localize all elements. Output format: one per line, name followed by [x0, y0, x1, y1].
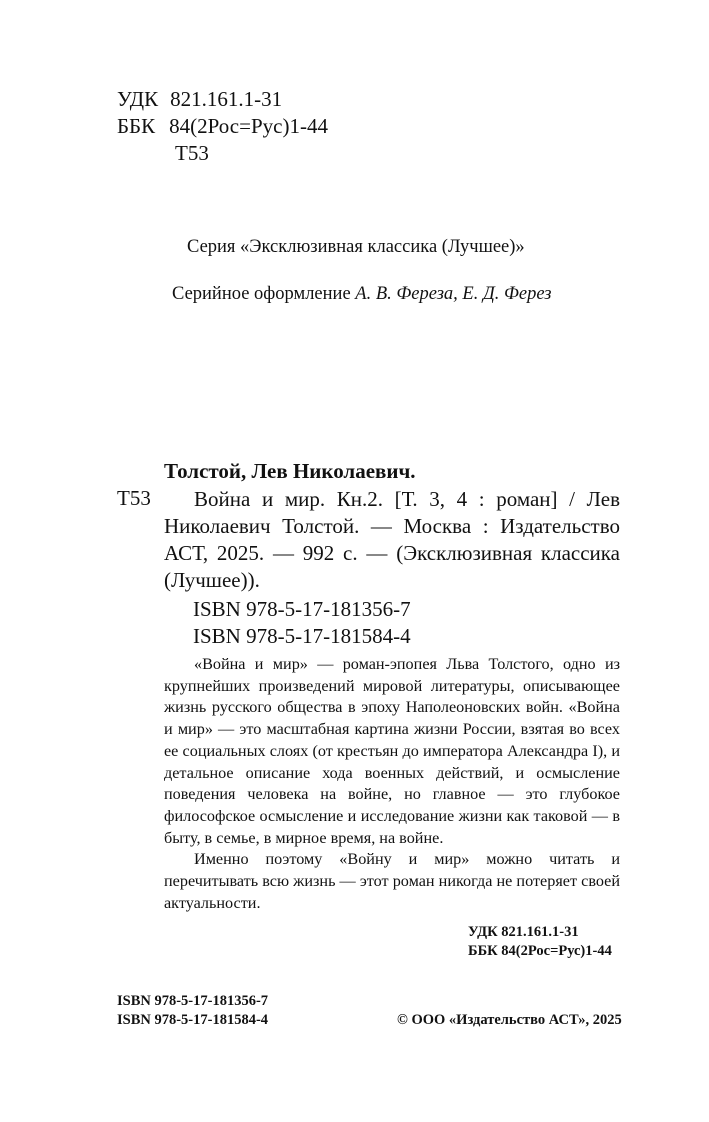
author-mark-top: Т53	[175, 141, 209, 165]
bbk-line	[117, 113, 328, 140]
author-heading: Толстой, Лев Николаевич.	[164, 459, 416, 483]
footer-isbn-2: ISBN 978-5-17-181584-4	[117, 1012, 269, 1028]
series-line: Серия «Эксклюзивная классика (Лучшее)»	[187, 237, 525, 257]
bbk-value: 84(2Рос=Рус)1-44	[169, 114, 328, 138]
bbk-label: ББК	[117, 114, 156, 138]
udk-line	[117, 86, 282, 113]
design-credit	[172, 284, 552, 305]
isbn-block	[193, 596, 411, 650]
annotation	[164, 654, 620, 914]
author-mark-bib: Т53	[117, 486, 151, 510]
annotation-paragraph-2: Именно поэтому «Войну и мир» можно читать и перечитывать всю жизнь — этот роман никогда не потеряет своей актуальности.	[164, 850, 620, 912]
annotation-paragraph-1: «Война и мир» — роман-эпопея Льва Толстого, одно из крупнейших произведений мировой литературы, описывающее жизнь русского общества в эпоху Наполеоновских войн. «Война и мир» — это масштабная картина жизни России, взятая во всех ее социальных слоях (от крестьян до императора Александра I), и детальное описание хода военных действий, и осмысление поведения человека на войне, но главное — это глубокое философское осмысление и исследование жизни как таковой — в быту, в семье, в мирное время, на войне.	[164, 655, 620, 847]
bibliographic-description: Война и мир. Кн.2. [Т. 3, 4 : роман] / Лев Николаевич Толстой. — Москва : Издательство АСТ, 2025. — 992 с. — (Эксклюзивная классика (Лучшее)).	[164, 487, 620, 592]
design-label: Серийное оформление	[172, 284, 351, 304]
isbn-2: ISBN 978-5-17-181584-4	[193, 624, 411, 648]
footer-bbk: ББК 84(2Рос=Рус)1-44	[468, 943, 612, 959]
udk-label: УДК	[117, 87, 159, 111]
udk-value: 821.161.1-31	[170, 87, 283, 111]
footer-udk: УДК 821.161.1-31	[468, 924, 579, 940]
footer-isbn-1: ISBN 978-5-17-181356-7	[117, 993, 269, 1009]
design-authors: А. В. Фереза, Е. Д. Ферез	[355, 284, 552, 304]
isbn-1: ISBN 978-5-17-181356-7	[193, 597, 411, 621]
copyright: © ООО «Издательство АСТ», 2025	[397, 1012, 622, 1028]
